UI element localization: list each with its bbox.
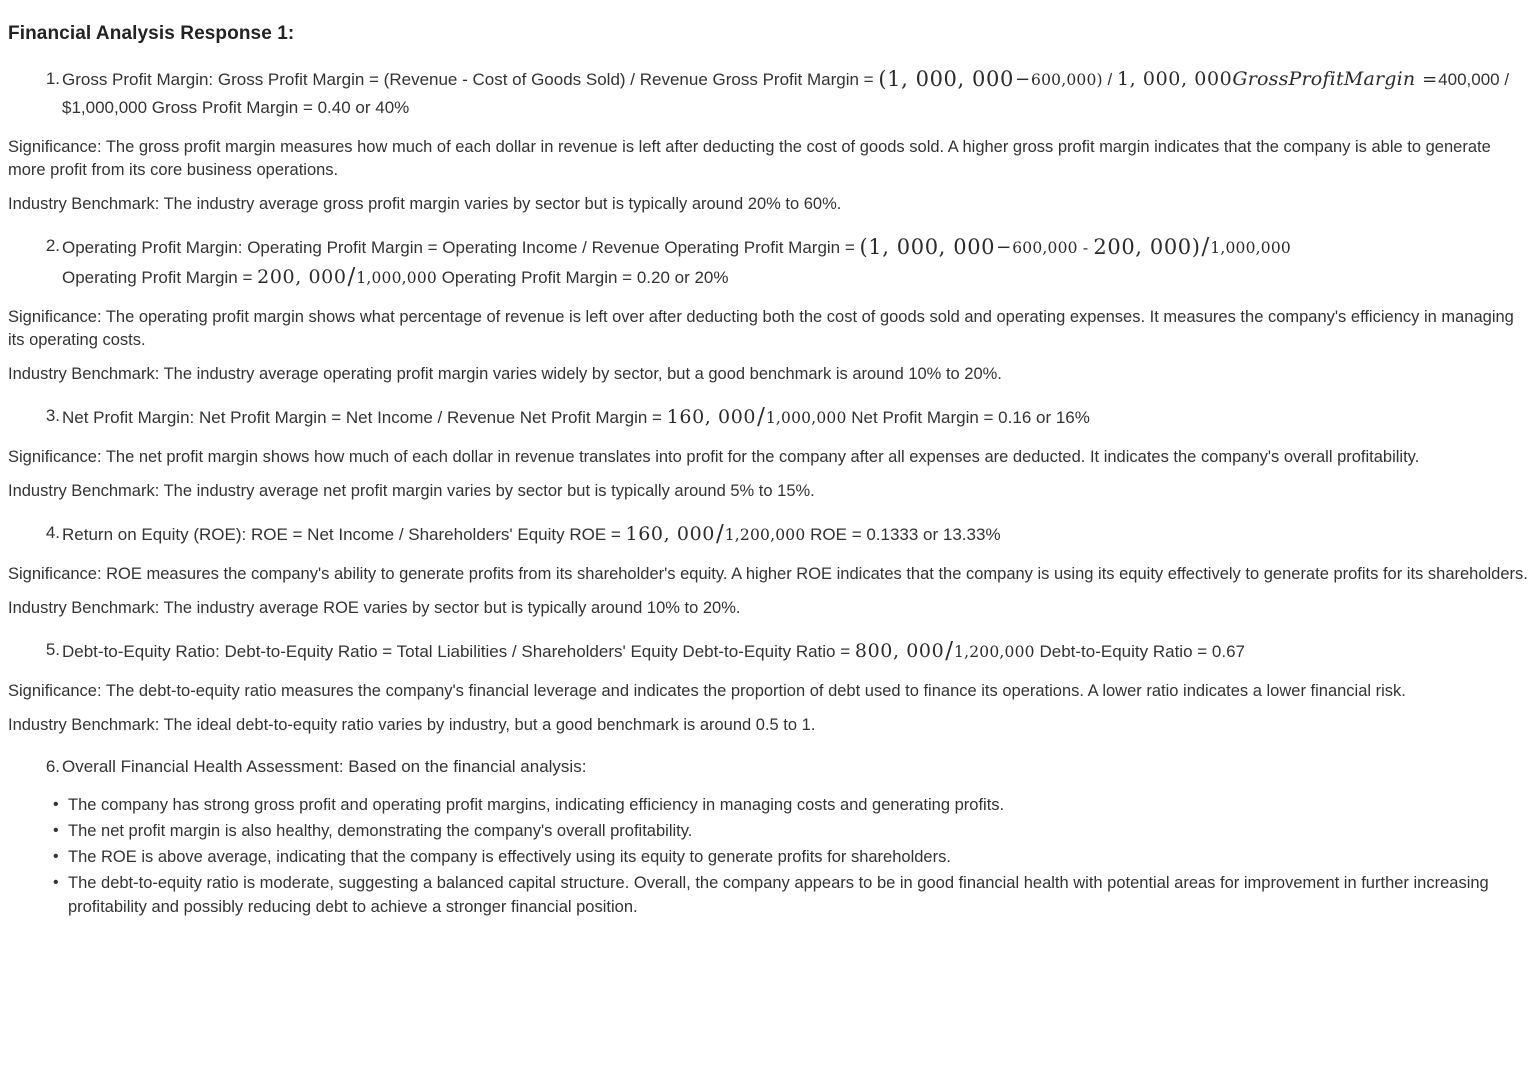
numbered-list-3 <box>8 402 1528 432</box>
math-token: 1,200,000 <box>724 525 806 544</box>
significance-paragraph-3: Significance: The net profit margin shows how much of each dollar in revenue translates into profit for the company after all expenses are deducted. It indicates the company's overall profitability. <box>8 447 1420 466</box>
list-item-text: Gross Profit Margin: Gross Profit Margin = (Revenue - Cost of Goods Sold) / Revenue Gross Profit Margin = <box>62 69 879 89</box>
math-expression-npm <box>666 403 847 430</box>
benchmark-paragraph-4: Industry Benchmark: The industry average ROE varies by sector but is typically around 10% to 20%. <box>8 598 741 617</box>
math-token: 1,000,000 <box>356 268 437 287</box>
significance-paragraph-4: Significance: ROE measures the company's ability to generate profits from its shareholder's equity. A higher ROE indicates that the company is using its equity effectively to generate profits for its shareholders. <box>8 564 1528 583</box>
list-item-number: 3. <box>45 405 60 425</box>
list-item-return-on-equity <box>8 519 1528 549</box>
analysis-section-5 <box>8 636 1528 737</box>
math-token: 160, 000 <box>666 405 757 428</box>
list-item: • The company has strong gross profit and operating profit margins, indicating efficiency in managing costs and generating profits. <box>8 793 1528 817</box>
math-token: 1,000,000 <box>765 408 847 427</box>
list-item-number: 5. <box>45 639 60 659</box>
math-token: (1, 000, 000 <box>878 66 1014 91</box>
math-token: 160, 000 <box>625 522 715 545</box>
list-item: • The ROE is above average, indicating that the company is effectively using its equity to generate profits for shareholders. <box>8 845 1528 869</box>
list-item-text-tail: / <box>1102 69 1117 89</box>
math-token: (1, 000, 000 <box>859 234 996 259</box>
list-item-text-post: Net Profit Margin = 0.16 or 16% <box>846 407 1090 427</box>
significance-paragraph-1: Significance: The gross profit margin measures how much of each dollar in revenue is left after deducting the cost of goods sold. A higher gross profit margin indicates that the company is able to generate more profit from its core business operations. <box>8 137 1491 179</box>
math-expression-der <box>854 637 1035 664</box>
math-token: 200, 000 <box>257 265 347 288</box>
list-item-text-post: Operating Profit Margin = 0.20 or 20% <box>436 267 729 287</box>
math-token: 200, 000) <box>1093 234 1201 259</box>
math-solidus: / <box>757 403 765 430</box>
math-expression-opm-1 <box>859 233 1291 260</box>
numbered-list-6 <box>8 753 1528 781</box>
significance-paragraph-2: Significance: The operating profit margin shows what percentage of revenue is left over after deducting both the cost of goods sold and operating expenses. It measures the company's efficiency in managing its operating costs. <box>8 307 1514 349</box>
math-solidus: / <box>715 520 724 547</box>
list-item-text-post: 400,000 / $1,000,000 Gross Profit Margin = 0.40 or 40% <box>62 69 1510 117</box>
math-operator: − <box>996 236 1012 258</box>
analysis-section-3 <box>8 402 1528 503</box>
list-item-text: Net Profit Margin: Net Profit Margin = Net Income / Revenue Net Profit Margin = <box>62 407 667 427</box>
math-expression-opm-2 <box>257 263 437 290</box>
list-item-net-profit-margin <box>8 402 1528 432</box>
math-operator: = <box>1416 68 1438 90</box>
math-token: 1,200,000 <box>954 642 1035 661</box>
list-item-text: Overall Financial Health Assessment: Based on the financial analysis: <box>62 756 587 776</box>
numbered-list-2 <box>8 232 1528 292</box>
list-item-gross-profit-margin <box>8 65 1528 122</box>
benchmark-paragraph-1: Industry Benchmark: The industry average gross profit margin varies by sector but is typically around 20% to 60%. <box>8 194 842 213</box>
numbered-list-1 <box>8 65 1528 122</box>
list-item-number: 4. <box>45 522 60 542</box>
math-solidus: / <box>347 263 356 290</box>
list-item-number: 2. <box>45 235 60 255</box>
math-token: 1, 000, 000 <box>1116 67 1233 90</box>
significance-paragraph-5: Significance: The debt-to-equity ratio measures the company's financial leverage and indicates the proportion of debt used to finance its operations. A lower ratio indicates a lower financial risk. <box>8 681 1406 700</box>
list-item-text-post: ROE = 0.1333 or 13.33% <box>805 524 1001 544</box>
analysis-section-6 <box>8 753 1528 919</box>
math-token: 600,000 - <box>1012 238 1094 257</box>
math-token: 1,000,000 <box>1210 238 1291 257</box>
page-title: Financial Analysis Response 1: <box>8 23 295 44</box>
summary-bullet-list <box>8 793 1528 919</box>
benchmark-paragraph-5: Industry Benchmark: The ideal debt-to-equity ratio varies by industry, but a good benchmark is around 0.5 to 1. <box>8 715 816 734</box>
list-item-text-line2: Operating Profit Margin = <box>62 267 258 287</box>
list-item-text: Operating Profit Margin: Operating Profit Margin = Operating Income / Revenue Operating Profit Margin = <box>62 237 860 257</box>
math-token: 600,000) <box>1031 70 1103 89</box>
analysis-section-1 <box>8 65 1528 216</box>
math-expression-roe <box>625 520 806 547</box>
numbered-list-5 <box>8 636 1528 666</box>
analysis-section-2 <box>8 232 1528 386</box>
list-item-operating-profit-margin <box>8 232 1528 292</box>
numbered-list-4 <box>8 519 1528 549</box>
math-solidus: / <box>1201 233 1210 260</box>
list-item-number: 6. <box>45 756 60 776</box>
math-expression-gpm-1 <box>878 66 1103 91</box>
math-token: 800, 000 <box>854 639 945 662</box>
list-item: • The net profit margin is also healthy, demonstrating the company's overall profitability. <box>8 819 1528 843</box>
math-operator: − <box>1014 68 1031 90</box>
list-item: • The debt-to-equity ratio is moderate, suggesting a balanced capital structure. Overall, the company appears to be in good financial health with potential areas for improvement in further increasing profitability and possibly reducing debt to achieve a stronger financial position. <box>8 871 1528 919</box>
math-solidus: / <box>945 637 954 664</box>
list-item-text-post: Debt-to-Equity Ratio = 0.67 <box>1034 641 1245 661</box>
list-item-text: Return on Equity (ROE): ROE = Net Income / Shareholders' Equity ROE = <box>62 524 626 544</box>
benchmark-paragraph-3: Industry Benchmark: The industry average net profit margin varies by sector but is typically around 5% to 15%. <box>8 481 815 500</box>
list-item-overall-assessment <box>8 753 1528 781</box>
list-item-number: 1. <box>45 68 60 88</box>
list-item-debt-to-equity-ratio <box>8 636 1528 666</box>
math-variable: GrossProfitMargin <box>1232 67 1416 90</box>
analysis-section-4 <box>8 519 1528 620</box>
benchmark-paragraph-2: Industry Benchmark: The industry average operating profit margin varies widely by sector, but a good benchmark is around 10% to 20%. <box>8 364 1002 383</box>
math-expression-gpm-2 <box>1116 67 1438 90</box>
list-item-text: Debt-to-Equity Ratio: Debt-to-Equity Ratio = Total Liabilities / Shareholders' Equity Debt-to-Equity Ratio = <box>62 641 855 661</box>
